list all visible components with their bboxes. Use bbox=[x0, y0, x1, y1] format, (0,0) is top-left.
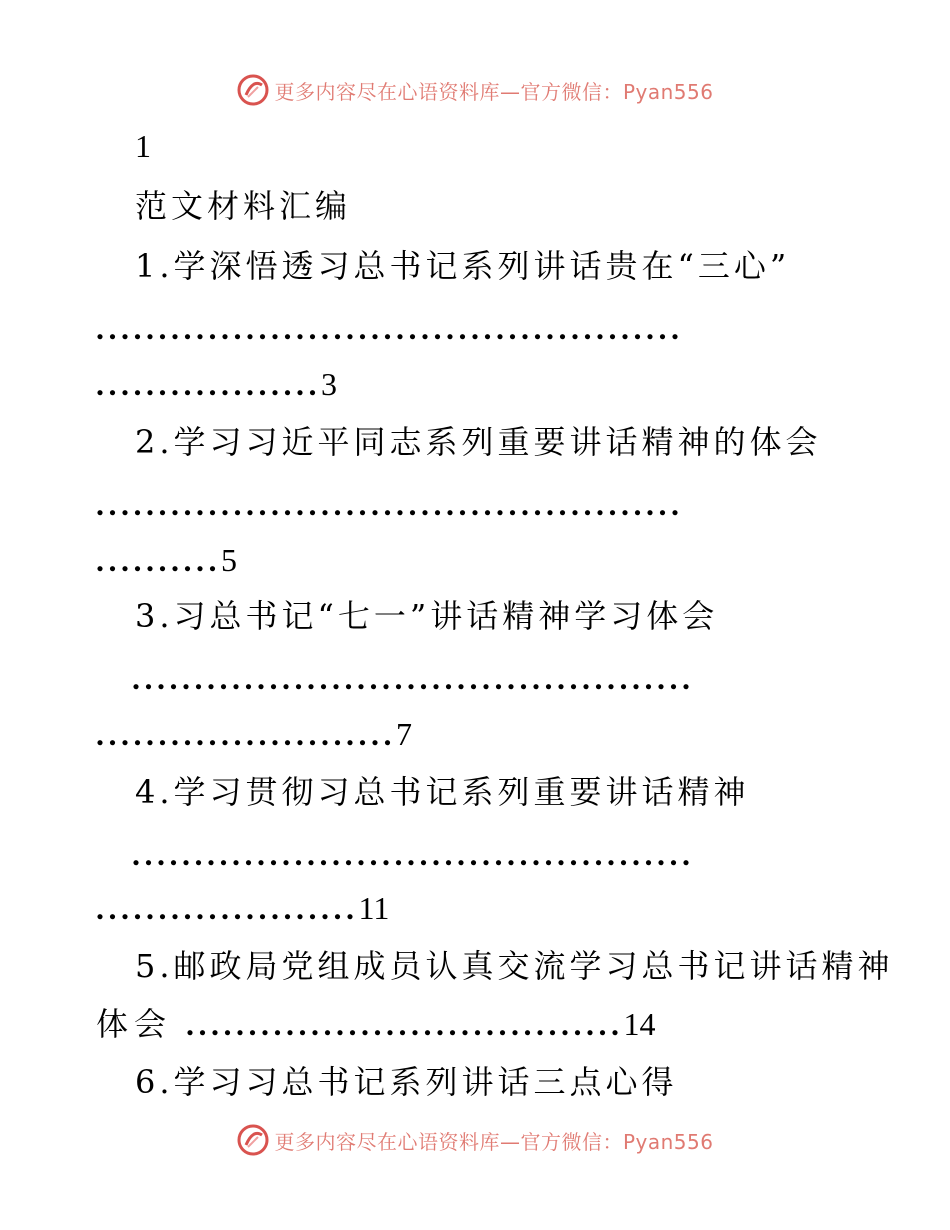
toc-entry-5-leader: ................................... bbox=[186, 1006, 624, 1042]
document-heading: 范文材料汇编 bbox=[135, 187, 352, 225]
watermark-text: 更多内容尽在心语资料库—官方微信：Pyan556 bbox=[274, 79, 714, 104]
toc-entry-5-title-line2: 体会 bbox=[96, 1005, 173, 1043]
toc-entry-3-title: 3.习总书记“七一”讲话精神学习体会 bbox=[135, 597, 719, 635]
toc-entry-2-leader-2: ..........5 bbox=[96, 542, 237, 578]
toc-entry-6-title: 6.学习习总书记系列讲话三点心得 bbox=[135, 1063, 678, 1101]
toc-entry-5-page: 14 bbox=[623, 1006, 656, 1042]
watermark-text: 更多内容尽在心语资料库—官方微信：Pyan556 bbox=[274, 1129, 714, 1154]
toc-entry-1-leader: ............................................... bbox=[96, 310, 684, 346]
toc-entry-2-page: 5 bbox=[221, 542, 237, 578]
toc-entry-3-leader: ............................................. bbox=[132, 660, 695, 696]
page-number: 1 bbox=[135, 128, 151, 164]
toc-entry-5-title-cont bbox=[96, 1004, 656, 1044]
toc-entry-3-page: 7 bbox=[396, 716, 412, 752]
watermark-header bbox=[0, 72, 950, 108]
watermark-logo-icon bbox=[236, 73, 270, 107]
watermark-logo-icon bbox=[236, 1123, 270, 1157]
toc-entry-1-title: 1.学深悟透习总书记系列讲话贵在“三心” bbox=[135, 247, 791, 285]
toc-entry-1-leader-2: ..................3 bbox=[96, 366, 337, 402]
toc-entry-2-title: 2.学习习近平同志系列重要讲话精神的体会 bbox=[135, 423, 822, 461]
toc-entry-4-title: 4.学习贯彻习总书记系列重要讲话精神 bbox=[135, 773, 750, 811]
toc-entry-4-leader: ............................................. bbox=[132, 836, 695, 872]
toc-entry-3-leader-2: ........................7 bbox=[96, 716, 412, 752]
toc-entry-4-leader-2: .....................11 bbox=[96, 890, 390, 926]
toc-entry-5-title: 5.邮政局党组成员认真交流学习总书记讲话精神 bbox=[135, 947, 894, 985]
toc-entry-1-page: 3 bbox=[321, 366, 337, 402]
toc-entry-4-page: 11 bbox=[358, 890, 390, 926]
watermark-footer bbox=[0, 1122, 950, 1158]
toc-entry-2-leader: ............................................... bbox=[96, 486, 684, 522]
